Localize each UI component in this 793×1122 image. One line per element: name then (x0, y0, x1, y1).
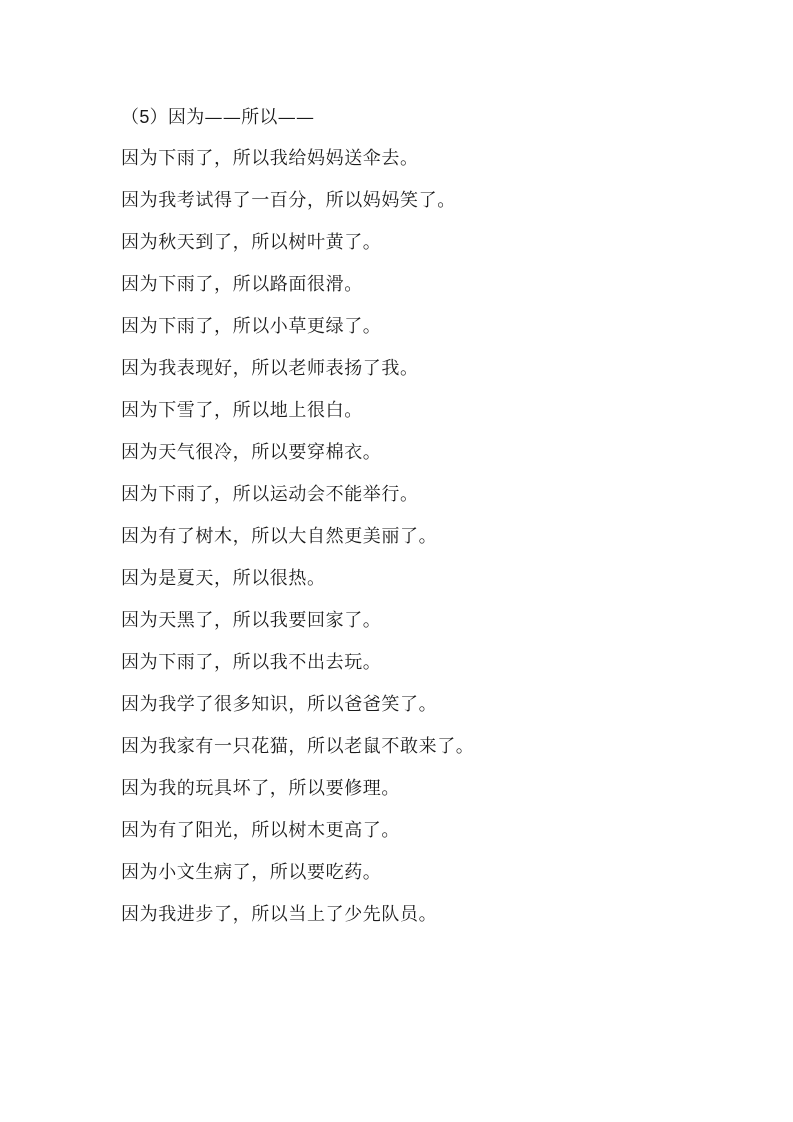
example-sentence: 因为我进步了，所以当上了少先队员。 (121, 904, 438, 925)
example-sentence: 因为下雨了，所以我给妈妈送伞去。 (121, 148, 419, 169)
heading-open-paren: （ (121, 107, 140, 128)
example-sentence: 因为天气很冷，所以要穿棉衣。 (121, 442, 382, 463)
example-sentence: 因为是夏天，所以很热。 (121, 568, 326, 589)
example-sentence: 因为有了阳光，所以树木更高了。 (121, 820, 400, 841)
document-content (121, 102, 741, 942)
example-sentence: 因为有了树木，所以大自然更美丽了。 (121, 526, 438, 547)
example-sentence: 因为我家有一只花猫，所以老鼠不敢来了。 (121, 736, 475, 757)
example-sentence: 因为我考试得了一百分，所以妈妈笑了。 (121, 190, 456, 211)
example-sentence: 因为下雨了，所以路面很滑。 (121, 274, 363, 295)
example-sentence: 因为下雨了，所以我不出去玩。 (121, 652, 382, 673)
example-sentence: 因为下雨了，所以运动会不能举行。 (121, 484, 419, 505)
example-sentence: 因为我学了很多知识，所以爸爸笑了。 (121, 694, 438, 715)
example-sentence: 因为我的玩具坏了，所以要修理。 (121, 778, 400, 799)
example-sentence: 因为天黑了，所以我要回家了。 (121, 610, 382, 631)
example-sentence: 因为秋天到了，所以树叶黄了。 (121, 232, 382, 253)
example-sentence: 因为下雨了，所以小草更绿了。 (121, 316, 382, 337)
section-heading (121, 102, 741, 132)
example-sentence: 因为小文生病了，所以要吃药。 (121, 862, 382, 883)
example-sentence: 因为下雪了，所以地上很白。 (121, 400, 363, 421)
heading-number: 5 (139, 107, 150, 127)
example-sentence: 因为我表现好，所以老师表扬了我。 (121, 358, 419, 379)
heading-text: ）因为——所以—— (149, 107, 315, 128)
